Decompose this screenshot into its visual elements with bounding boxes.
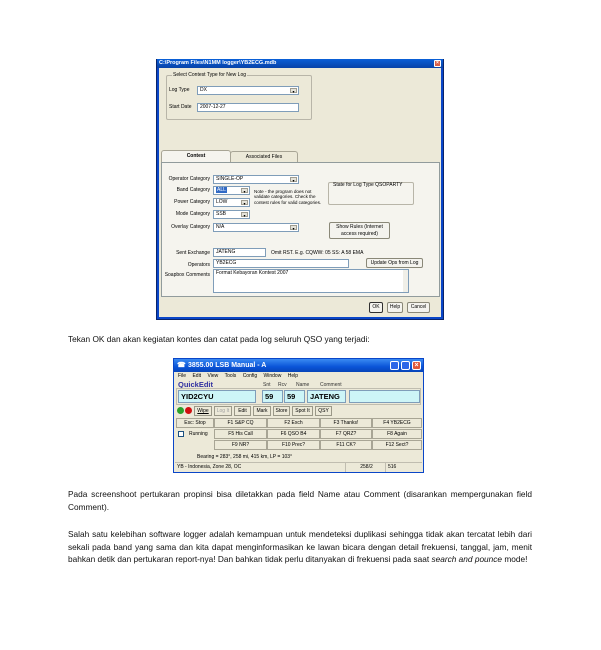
paragraph-instruction: Tekan OK dan akan kegiatan kontes dan catat pada log seluruh QSO yang terjadi: <box>68 334 370 344</box>
sent-exchange-label: Sent Exchange <box>176 250 210 256</box>
menu-file[interactable]: File <box>178 373 187 379</box>
f9-button[interactable]: F9 NR? <box>214 440 267 450</box>
log-type-label: Log Type <box>169 87 190 93</box>
running-label: Running <box>189 431 208 437</box>
menu-edit[interactable]: Edit <box>192 373 202 379</box>
maximize-icon[interactable] <box>401 361 410 370</box>
soapbox-label: Soapbox Comments <box>164 272 210 278</box>
f8-button[interactable]: F8 Again <box>372 429 422 439</box>
spot-it-button[interactable]: Spot It <box>292 406 313 416</box>
f12-button[interactable]: F12 Sect? <box>372 440 422 450</box>
overlay-category-label: Overlay Category <box>171 224 210 230</box>
menu-bar <box>175 372 422 380</box>
entry-window-title: 3855.00 LSB Manual - A <box>188 362 267 369</box>
soapbox-textarea[interactable]: Format Kebayoran Kontest 2007 <box>213 269 409 293</box>
f3-button[interactable]: F3 Thanks! <box>320 418 372 428</box>
qsy-button[interactable]: QSY <box>315 406 332 416</box>
update-ops-button[interactable]: Update Ops from Log <box>366 258 423 268</box>
entry-window-title-bar <box>174 359 423 372</box>
comment-header: Comment <box>320 382 342 388</box>
power-category-select[interactable]: LOW ▾ <box>213 198 250 207</box>
dialog-title-bar <box>157 59 443 68</box>
band-category-label: Band Category <box>176 187 210 193</box>
store-button[interactable]: Store <box>273 406 290 416</box>
menu-config[interactable]: Config <box>242 373 258 379</box>
mode-category-label: Mode Category <box>175 211 210 217</box>
chevron-down-icon[interactable]: ▾ <box>241 188 248 193</box>
power-category-label: Power Category <box>174 199 210 205</box>
soapbox-scrollbar[interactable] <box>403 270 408 292</box>
ok-button[interactable]: OK <box>369 302 383 313</box>
close-icon[interactable]: × <box>434 60 441 67</box>
state-group-label: State for Log Type QSOPARTY <box>333 182 403 188</box>
name-input[interactable]: JATENG <box>307 390 346 403</box>
status-cell-3: 516 <box>385 463 422 472</box>
esc-stop-button[interactable]: Esc: Stop <box>176 418 214 428</box>
category-note: Note - the program does not validate categories. Check the contest rules for valid categories. <box>254 189 322 205</box>
status-bar <box>175 462 422 471</box>
rcv-input[interactable]: 59 <box>284 390 305 403</box>
snt-header: Snt <box>263 382 271 388</box>
quickedit-label: QuickEdit <box>178 380 214 389</box>
bearing-info: Bearing = 283°, 258 mi, 415 km, LP = 103° <box>197 454 293 460</box>
chevron-down-icon[interactable]: ▾ <box>290 88 297 93</box>
radio-app-icon: ☎ <box>177 362 186 369</box>
minimize-icon[interactable] <box>390 361 399 370</box>
sent-exchange-hint: Omit RST. E.g. CQWW: 05 SS: A 58 EMA <box>271 250 364 256</box>
operators-label: Operators <box>187 262 210 268</box>
running-checkbox[interactable] <box>178 431 184 437</box>
edit-button[interactable]: Edit <box>234 406 251 416</box>
paragraph-logger-advantages: Salah satu kelebihan software logger adalah kemampuan untuk mendeteksi duplikasi sehingga tidak akan tercatat lebih dari sekali pada band yang sama dan kita dapat menginformasikan ke lawan bicara dengan detail frekuensi, tanggal, jam, menit bahkan detik dan pertukaran report-nya! Dan bahkan tidak perlu ditanyakan di frekuensi pada saat search and pounce mode! <box>68 529 532 565</box>
help-button[interactable]: Help <box>387 302 403 313</box>
dialog-title: C:\Program Files\N1MM logger\YB2ECG.mdb <box>159 60 277 66</box>
tab-contest[interactable]: Contest <box>161 150 231 162</box>
menu-window[interactable]: Window <box>263 373 282 379</box>
f6-button[interactable]: F6 QSO B4 <box>267 429 320 439</box>
show-rules-button[interactable]: Show Rules (Internet access required) <box>329 222 390 239</box>
contest-type-group <box>166 72 312 120</box>
f4-button[interactable]: F4 YB2ECG <box>372 418 422 428</box>
window-border-right <box>441 68 443 319</box>
comment-input[interactable] <box>349 390 420 403</box>
green-status-icon <box>177 407 184 414</box>
close-icon[interactable]: × <box>412 361 421 370</box>
menu-tools[interactable]: Tools <box>224 373 237 379</box>
chevron-down-icon[interactable]: ▾ <box>241 200 248 205</box>
start-date-label: Start Date <box>169 104 192 110</box>
emphasis-search-and-pounce: search and pounce <box>431 554 503 565</box>
window-border-bottom <box>157 317 443 319</box>
operator-category-select[interactable]: SINGLE-OP ▾ <box>213 175 299 184</box>
f7-button[interactable]: F7 QRZ? <box>320 429 372 439</box>
f2-button[interactable]: F2 Exch <box>267 418 320 428</box>
name-header: Name <box>296 382 310 388</box>
red-status-icon <box>185 407 192 414</box>
f5-button[interactable]: F5 His Call <box>214 429 267 439</box>
f10-button[interactable]: F10 Prec? <box>267 440 320 450</box>
mark-button[interactable]: Mark <box>253 406 271 416</box>
sent-exchange-input[interactable]: JATENG <box>213 248 266 257</box>
snt-input[interactable]: 59 <box>262 390 283 403</box>
tab-associated-files[interactable]: Associated Files <box>230 151 298 162</box>
chevron-down-icon[interactable]: ▾ <box>290 225 297 230</box>
f11-button[interactable]: F11 CK? <box>320 440 372 450</box>
status-country: YB - Indonesia, Zone 28, OC <box>177 464 242 470</box>
chevron-down-icon[interactable]: ▾ <box>241 212 248 217</box>
cancel-button[interactable]: Cancel <box>407 302 430 313</box>
log-type-select[interactable]: DX ▾ <box>197 86 299 95</box>
window-border-left <box>157 68 159 319</box>
mode-category-select[interactable]: SSB ▾ <box>213 210 250 219</box>
chevron-down-icon[interactable]: ▾ <box>290 177 297 182</box>
menu-view[interactable]: View <box>207 373 219 379</box>
callsign-input[interactable]: YID2CYU <box>178 390 256 403</box>
wipe-button[interactable]: Wipe <box>194 406 212 416</box>
band-category-select[interactable]: ALL ▾ <box>213 186 250 195</box>
start-date-input[interactable]: 2007-12-27 <box>197 103 299 112</box>
f1-button[interactable]: F1 S&P CQ <box>214 418 267 428</box>
entry-window <box>173 358 424 473</box>
rcv-header: Rcv <box>278 382 287 388</box>
overlay-category-select[interactable]: N/A ▾ <box>213 223 299 232</box>
contest-type-group-label: Select Contest Type for New Log <box>173 72 247 78</box>
log-it-button[interactable]: Log It <box>214 406 232 416</box>
state-group <box>328 182 414 205</box>
menu-help[interactable]: Help <box>287 373 299 379</box>
status-cell-2: 258/2 <box>345 463 385 472</box>
operators-input[interactable]: YB2ECG <box>213 259 349 268</box>
operator-category-label: Operator Category <box>168 176 210 182</box>
paragraph-exchange-field: Pada screenshoot pertukaran propinsi bisa diletakkan pada field Name atau Comment (disarankan mempergunakan field Comment). <box>68 489 532 512</box>
